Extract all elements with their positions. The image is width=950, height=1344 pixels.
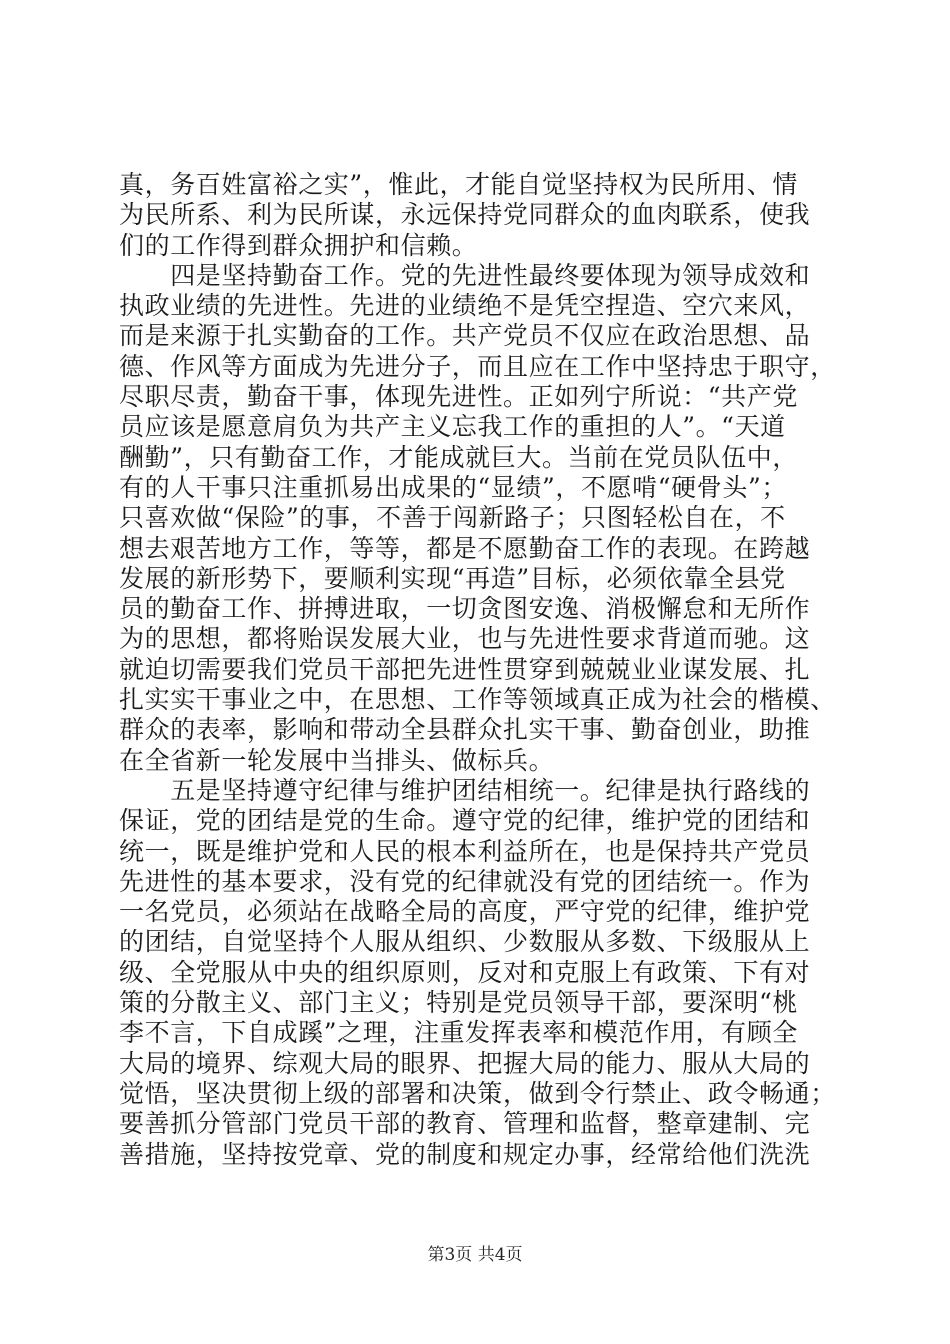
text-line: 五是坚持遵守纪律与维护团结相统一。纪律是执行路线的 [119, 775, 811, 805]
text-line: 大局的境界、综观大局的眼界、把握大局的能力、服从大局的 [119, 1048, 811, 1078]
text-line: 群众的表率，影响和带动全县群众扎实干事、勤奋创业，助推 [119, 715, 811, 745]
text-line: 德、作风等方面成为先进分子，而且应在工作中坚持忠于职守， [119, 351, 836, 381]
text-line: 要善抓分管部门党员干部的教育、管理和监督，整章建制、完 [119, 1109, 811, 1139]
text-line: 为民所系、利为民所谋，永远保持党同群众的血肉联系，使我 [119, 200, 811, 230]
text-line: 在全省新一轮发展中当排头、做标兵。 [119, 745, 555, 775]
page-footer [0, 1244, 950, 1266]
text-line: 有的人干事只注重抓易出成果的“显绩”，不愿啃“硬骨头”； [119, 472, 787, 502]
text-line: 统一，既是维护党和人民的根本利益所在，也是保持共产党员 [119, 836, 811, 866]
text-line: 尽职尽责，勤奋干事，体现先进性。正如列宁所说：“共产党 [119, 382, 798, 412]
text-line: 级、全党服从中央的组织原则，反对和克服上有政策、下有对 [119, 957, 811, 987]
text-line: 执政业绩的先进性。先进的业绩绝不是凭空捏造、空穴来风， [119, 291, 811, 321]
text-line: 员的勤奋工作、拼搏进取，一切贪图安逸、消极懈怠和无所作 [119, 594, 811, 624]
text-line: 就迫切需要我们党员干部把先进性贯穿到兢兢业业谋发展、扎 [119, 654, 811, 684]
document-body [119, 170, 839, 1170]
text-line: 们的工作得到群众拥护和信赖。 [119, 230, 478, 260]
text-line: 想去艰苦地方工作，等等，都是不愿勤奋工作的表现。在跨越 [119, 533, 811, 563]
text-line: 员应该是愿意肩负为共产主义忘我工作的重担的人”。“天道 [119, 412, 786, 442]
text-line: 先进性的基本要求，没有党的纪律就没有党的团结统一。作为 [119, 866, 811, 896]
text-line: 发展的新形势下，要顺利实现“再造”目标，必须依靠全县党 [119, 563, 786, 593]
text-line: 真，务百姓富裕之实”，惟此，才能自觉坚持权为民所用、情 [119, 170, 798, 199]
page-number-label: 第3页 共4页 [427, 1245, 523, 1265]
text-line: 酬勤”，只有勤奋工作，才能成就巨大。当前在党员队伍中， [119, 442, 798, 472]
text-line: 四是坚持勤奋工作。党的先进性最终要体现为领导成效和 [119, 260, 811, 290]
text-line: 而是来源于扎实勤奋的工作。共产党员不仅应在政治思想、品 [119, 321, 811, 351]
text-line: 李不言，下自成蹊”之理，注重发挥表率和模范作用，有顾全 [119, 1018, 798, 1048]
text-line: 觉悟，坚决贯彻上级的部署和决策，做到令行禁止、政令畅通； [119, 1078, 836, 1108]
text-line: 策的分散主义、部门主义；特别是党员领导干部，要深明“桃 [119, 988, 798, 1018]
text-line: 的团结，自觉坚持个人服从组织、少数服从多数、下级服从上 [119, 927, 811, 957]
text-line: 扎实实干事业之中，在思想、工作等领域真正成为社会的楷模、 [119, 685, 836, 715]
text-line: 一名党员，必须站在战略全局的高度，严守党的纪律，维护党 [119, 897, 811, 927]
text-line: 只喜欢做“保险”的事，不善于闯新路子；只图轻松自在，不 [119, 503, 786, 533]
text-line: 为的思想，都将贻误发展大业，也与先进性要求背道而驰。这 [119, 624, 811, 654]
text-line: 保证，党的团结是党的生命。遵守党的纪律，维护党的团结和 [119, 806, 811, 836]
text-line: 善措施，坚持按党章、党的制度和规定办事，经常给他们洗洗 [119, 1139, 811, 1169]
